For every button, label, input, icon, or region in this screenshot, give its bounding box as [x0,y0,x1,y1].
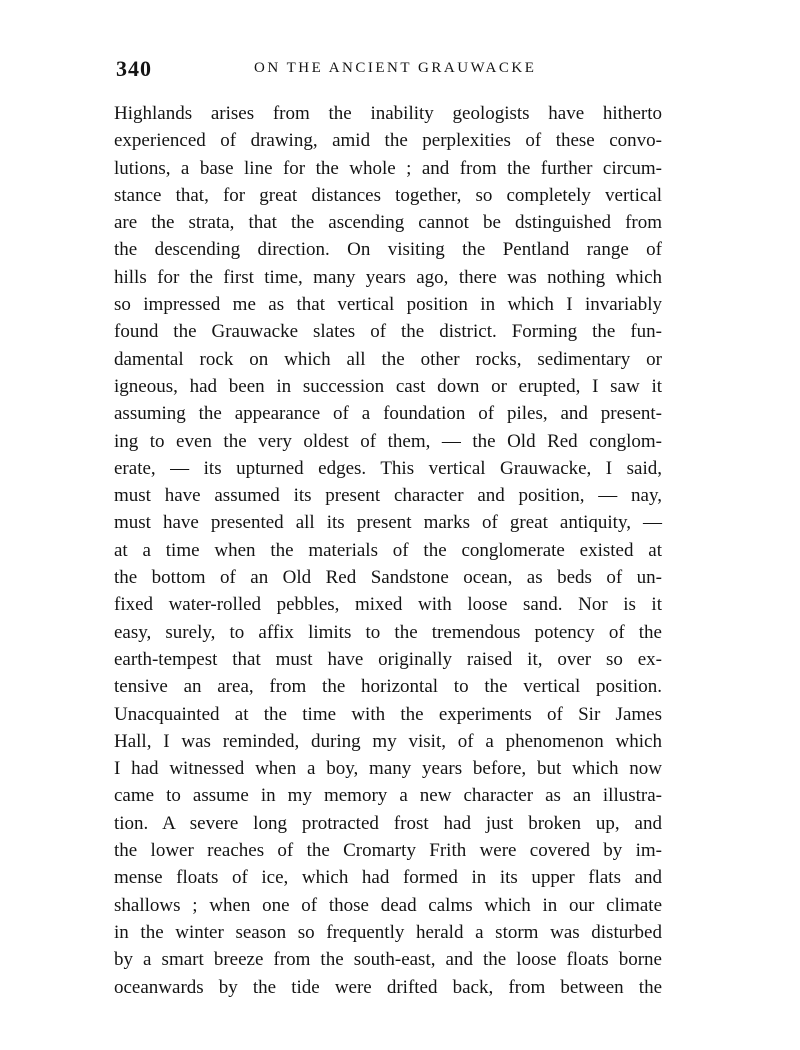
text-line: Hall, I was reminded, during my visit, of a phenomenon which [114,730,662,752]
running-head [116,56,676,86]
text-line: found the Grauwacke slates of the district. Forming the fun- [114,321,662,343]
text-line: the bottom of an Old Red Sandstone ocean, as beds of un- [114,567,662,589]
text-line: I had witnessed when a boy, many years before, but which now [114,758,662,780]
text-line: are the strata, that the ascending cannot be dstinguished from [114,212,662,234]
text-line: the descending direction. On visiting the Pentland range of [114,239,662,261]
text-line: Highlands arises from the inability geologists have hitherto [114,103,662,124]
text-line: igneous, had been in succession cast down or erupted, I saw it [114,375,662,397]
text-line: Unacquainted at the time with the experiments of Sir James [114,703,662,725]
body-text [114,100,662,1001]
text-line: in the winter season so frequently herald a storm was disturbed [114,921,662,943]
text-line: earth-tempest that must have originally raised it, over so ex- [114,648,662,670]
text-line: lutions, a base line for the whole ; and from the further circum- [114,157,662,179]
running-title: ON THE ANCIENT GRAUWACKE [254,60,537,76]
text-line: hills for the first time, many years ago, there was nothing which [114,266,662,288]
text-line: must have assumed its present character and position, — nay, [114,485,662,507]
text-line: mense floats of ice, which had formed in its upper flats and [114,867,662,889]
page-number: 340 [116,56,152,81]
text-line: oceanwards by the tide were drifted back, from between the [114,976,662,998]
text-line: tion. A severe long protracted frost had just broken up, and [114,812,662,834]
text-line: by a smart breeze from the south-east, and the loose floats borne [114,949,662,971]
text-line: erate, — its upturned edges. This vertical Grauwacke, I said, [114,457,662,479]
text-line: tensive an area, from the horizontal to the vertical position. [114,676,662,698]
text-line: assuming the appearance of a foundation of piles, and present- [114,403,662,425]
text-line: at a time when the materials of the conglomerate existed at [114,539,662,561]
text-line: must have presented all its present marks of great antiquity, — [114,512,662,534]
text-line: so impressed me as that vertical position in which I invariably [114,294,662,316]
text-line: experienced of drawing, amid the perplexities of these convo- [114,130,662,152]
text-line: easy, surely, to affix limits to the tremendous potency of the [114,621,662,643]
text-line: the lower reaches of the Cromarty Frith were covered by im- [114,840,662,862]
text-line: stance that, for great distances together, so completely vertical [114,184,662,206]
text-line: damental rock on which all the other rocks, sedimentary or [114,348,662,370]
text-line: fixed water-rolled pebbles, mixed with loose sand. Nor is it [114,594,662,616]
text-line: came to assume in my memory a new character as an illustra- [114,785,662,807]
text-line: shallows ; when one of those dead calms which in our climate [114,894,662,916]
text-line: ing to even the very oldest of them, — the Old Red conglom- [114,430,662,452]
